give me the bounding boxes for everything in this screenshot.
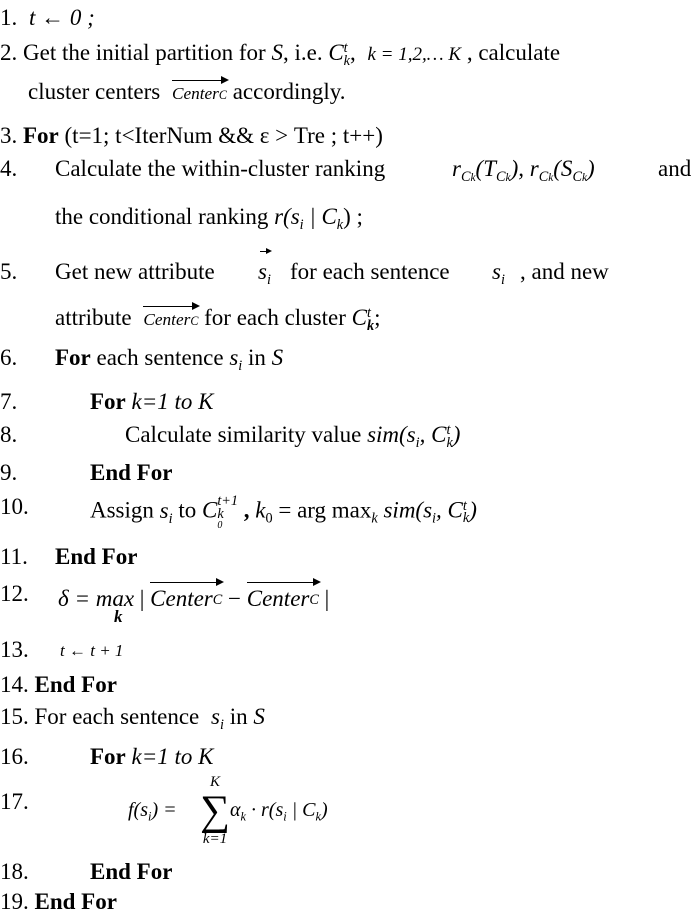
step-text: attribute (55, 305, 132, 330)
set-s: S (271, 40, 283, 65)
sum-lower: k=1 (202, 831, 228, 847)
step-number: 9. (0, 460, 18, 485)
step-number: 1. (0, 5, 18, 30)
step-number: 3. (0, 123, 18, 148)
step-text: in (248, 345, 266, 370)
step-text: the conditional ranking (55, 204, 269, 229)
keyword-for: For (90, 744, 126, 769)
step-text: ) ; (343, 204, 363, 229)
step-10: 10. Assign $s_i$ to C t+1 k 0 , $k_0$ = arg $\max_k sim(s_i$, C t k ) (0, 493, 477, 531)
alpha: α (230, 799, 241, 821)
keyword-for: For (90, 389, 126, 414)
step-text: Get the initial partition for (23, 40, 266, 65)
step-text: Get new attribute (55, 259, 215, 284)
step-text: to (178, 497, 197, 523)
formula-lhs: f(s (128, 799, 148, 821)
center-vector: Center (171, 84, 219, 103)
step-13 (0, 637, 124, 662)
step-14 (0, 673, 117, 696)
step-19 (0, 890, 117, 913)
step-number: 17. (0, 789, 29, 814)
step-number: 11. (0, 544, 28, 569)
k-range: k = 1,2,… K (367, 44, 462, 65)
step-text: k=1 to K (131, 389, 214, 414)
step-9 (0, 460, 173, 485)
step-6 (0, 345, 284, 374)
step-3 (0, 124, 383, 147)
step-8: 8. Calculate similarity value $sim(s_i$, C t k ) (0, 421, 461, 451)
step-2-cont: cluster centers Center C accordingly. (28, 79, 346, 104)
step-number: 7. (0, 389, 18, 414)
step-number: 16. (0, 744, 29, 769)
keyword-end-for: End For (34, 889, 117, 914)
step-7 (0, 389, 214, 414)
step-text: t ← t + 1 (60, 641, 124, 660)
step-number: 12. (0, 581, 29, 606)
step-text: , i.e. (282, 40, 323, 65)
step-number: 18. (0, 859, 29, 884)
step-text: k=1 to K (131, 744, 214, 769)
step-number: 6. (0, 345, 18, 370)
step-text: t ← 0 ; (29, 5, 95, 30)
set-s: S (271, 345, 284, 370)
keyword-end-for: End For (34, 672, 117, 697)
center-vector: Center (143, 310, 191, 329)
step-number: 10. (0, 494, 29, 519)
step-12 (0, 581, 330, 626)
sentence-symbol: $s_i$ (492, 259, 505, 288)
argmax: arg max (297, 497, 372, 523)
step-5-cont: attribute Center C for each cluster C t k ; (55, 304, 381, 334)
cond-ranking: r(s (274, 204, 300, 229)
step-4 (0, 156, 692, 185)
keyword-for: For (23, 123, 59, 148)
step-2: 2. Get the initial partition for S, i.e. C t k , k = 1,2,… K , calculate (0, 39, 561, 69)
step-body: For each sentence $s_i$ in S (55, 345, 284, 374)
step-number: 14. (0, 672, 29, 697)
keyword-end-for: End For (55, 544, 138, 569)
step-number: 8. (0, 422, 18, 447)
step-text: , and new (520, 259, 609, 284)
step-5 (0, 259, 609, 288)
step-text: (t=1; t<IterNum && ε > Tre ; t++) (64, 123, 383, 148)
step-number: 19. (0, 889, 29, 914)
step-text: Calculate the within-cluster ranking (55, 156, 386, 181)
sum-upper: K (209, 774, 220, 790)
step-number: 5. (0, 259, 18, 284)
cluster-symbol: C (328, 40, 344, 65)
step-number: 15. (0, 704, 29, 729)
step-text: , calculate (466, 40, 561, 65)
step-4-cont: the conditional ranking $r(s_i$ | $C_k$) ; (55, 204, 363, 233)
ranking-expr: $r_{Ck}(T_{Ck})$, $r_{Ck}(S_{Ck})$ (452, 156, 595, 185)
step-18 (0, 859, 173, 884)
keyword-for: For (55, 345, 91, 370)
delta-max: δ = max (58, 586, 135, 611)
step-number: 13. (0, 637, 29, 662)
sentence-vector: $s_i$ (258, 259, 271, 288)
max-subscript: k (114, 607, 123, 626)
sim-expr: sim(s (383, 497, 433, 523)
step-15: 15. For each sentence $s_i$ in S (0, 704, 265, 733)
step-text: accordingly. (232, 79, 346, 104)
sim-expr: sim(s (367, 422, 416, 447)
step-number: 2. (0, 40, 18, 65)
step-11 (0, 544, 138, 569)
delta-expr: δ = max | Center C − Center C | (58, 582, 329, 610)
step-text: for each cluster (204, 305, 346, 330)
center-vector: Center (150, 586, 213, 611)
step-17 (0, 790, 29, 813)
step-text: Calculate similarity value (125, 422, 362, 447)
keyword-end-for: End For (90, 859, 173, 884)
step-text: and (658, 156, 692, 181)
step-text: For each sentence (34, 704, 200, 729)
summation: K ∑ k=1 (200, 774, 230, 847)
step-text: cluster centers (28, 79, 161, 104)
keyword-end-for: End For (90, 460, 173, 485)
step-text: each sentence (96, 345, 224, 370)
step-text: for each sentence (290, 259, 450, 284)
step-16 (0, 744, 214, 769)
step-text: in (229, 704, 248, 729)
step-text: Assign (90, 497, 154, 523)
set-s: S (253, 704, 265, 729)
center-vector: Center (246, 586, 310, 611)
step-1 (0, 6, 95, 29)
step-number: 4. (0, 156, 18, 181)
